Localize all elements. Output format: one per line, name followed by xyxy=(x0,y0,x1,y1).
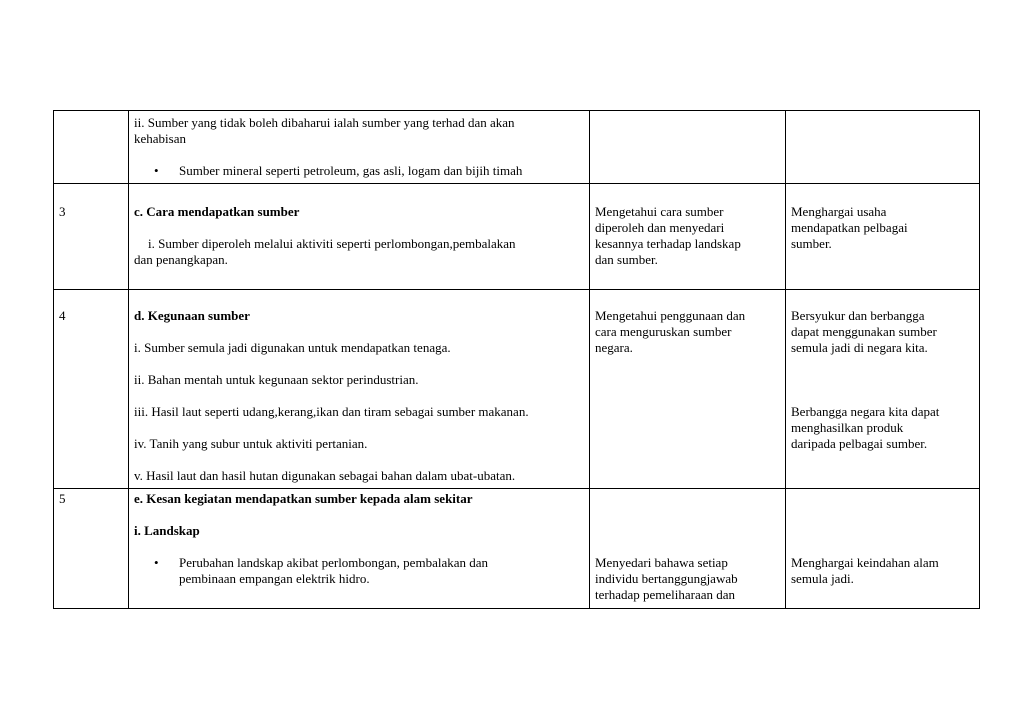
table-row xyxy=(54,111,980,184)
value-cell xyxy=(786,184,980,290)
objective-line: Menyedari bahawa setiap xyxy=(595,555,728,570)
objective-cell xyxy=(590,489,786,609)
bullet-list xyxy=(134,555,584,587)
content-cell xyxy=(129,184,590,290)
table-row xyxy=(54,184,980,290)
value-line: Menghargai keindahan alam xyxy=(791,555,939,570)
objective-line: terhadap pemeliharaan dan xyxy=(595,587,736,602)
objective-cell xyxy=(590,184,786,290)
objective-line: individu bertanggungjawab xyxy=(595,571,738,586)
objective-cell xyxy=(590,111,786,184)
bullet-text: pembinaan empangan elektrik hidro. xyxy=(179,571,370,586)
objective-line: Mengetahui cara sumber xyxy=(595,204,724,219)
content-cell xyxy=(129,111,590,184)
row-number: 4 xyxy=(54,290,129,489)
content-line: dan penangkapan. xyxy=(134,252,228,267)
objective-line: Mengetahui penggunaan dan xyxy=(595,308,746,323)
list-item xyxy=(154,163,584,179)
value-line: Berbangga negara kita dapat xyxy=(791,404,940,419)
value-line: mendapatkan pelbagai xyxy=(791,220,908,235)
value-line: daripada pelbagai sumber. xyxy=(791,436,928,451)
value-cell xyxy=(786,290,980,489)
content-line: i. Sumber diperoleh melalui aktiviti seperti perlombongan,pembalakan xyxy=(148,236,516,251)
value-line: dapat menggunakan sumber xyxy=(791,324,937,339)
content-line: ii. Sumber yang tidak boleh dibaharui ialah sumber yang terhad dan akan xyxy=(134,115,515,130)
objective-line: cara menguruskan sumber xyxy=(595,324,732,339)
value-line: menghasilkan produk xyxy=(791,420,904,435)
bullet-text: Sumber mineral seperti petroleum, gas asli, logam dan bijih timah xyxy=(179,163,523,178)
lesson-plan-table xyxy=(53,110,980,609)
content-line: i. Sumber semula jadi digunakan untuk mendapatkan tenaga. xyxy=(134,340,451,355)
list-item xyxy=(154,555,584,587)
value-line: Bersyukur dan berbangga xyxy=(791,308,925,323)
row-number: 3 xyxy=(54,184,129,290)
bullet-list xyxy=(134,163,584,179)
value-line: semula jadi. xyxy=(791,571,854,586)
objective-line: negara. xyxy=(595,340,633,355)
content-line: iv. Tanih yang subur untuk aktiviti pertanian. xyxy=(134,436,368,451)
sub-heading: i. Landskap xyxy=(134,523,200,538)
section-heading: e. Kesan kegiatan mendapatkan sumber kepada alam sekitar xyxy=(134,491,473,506)
content-cell xyxy=(129,290,590,489)
bullet-icon: • xyxy=(154,163,159,178)
content-line: v. Hasil laut dan hasil hutan digunakan sebagai bahan dalam ubat-ubatan. xyxy=(134,468,516,483)
bullet-text: Perubahan landskap akibat perlombongan, pembalakan dan xyxy=(179,555,489,570)
table-row xyxy=(54,290,980,489)
content-cell xyxy=(129,489,590,609)
content-line: ii. Bahan mentah untuk kegunaan sektor perindustrian. xyxy=(134,372,419,387)
value-cell xyxy=(786,111,980,184)
bullet-icon: • xyxy=(154,555,159,570)
objective-line: diperoleh dan menyedari xyxy=(595,220,725,235)
section-heading: c. Cara mendapatkan sumber xyxy=(134,204,300,219)
objective-line: dan sumber. xyxy=(595,252,658,267)
objective-line: kesannya terhadap landskap xyxy=(595,236,741,251)
value-line: sumber. xyxy=(791,236,832,251)
content-line: kehabisan xyxy=(134,131,186,146)
value-line: Menghargai usaha xyxy=(791,204,887,219)
row-number: 5 xyxy=(54,489,129,609)
table-row xyxy=(54,489,980,609)
content-line: iii. Hasil laut seperti udang,kerang,ikan dan tiram sebagai sumber makanan. xyxy=(134,404,529,419)
row-number xyxy=(54,111,129,184)
value-cell xyxy=(786,489,980,609)
objective-cell xyxy=(590,290,786,489)
value-line: semula jadi di negara kita. xyxy=(791,340,928,355)
section-heading: d. Kegunaan sumber xyxy=(134,308,250,323)
